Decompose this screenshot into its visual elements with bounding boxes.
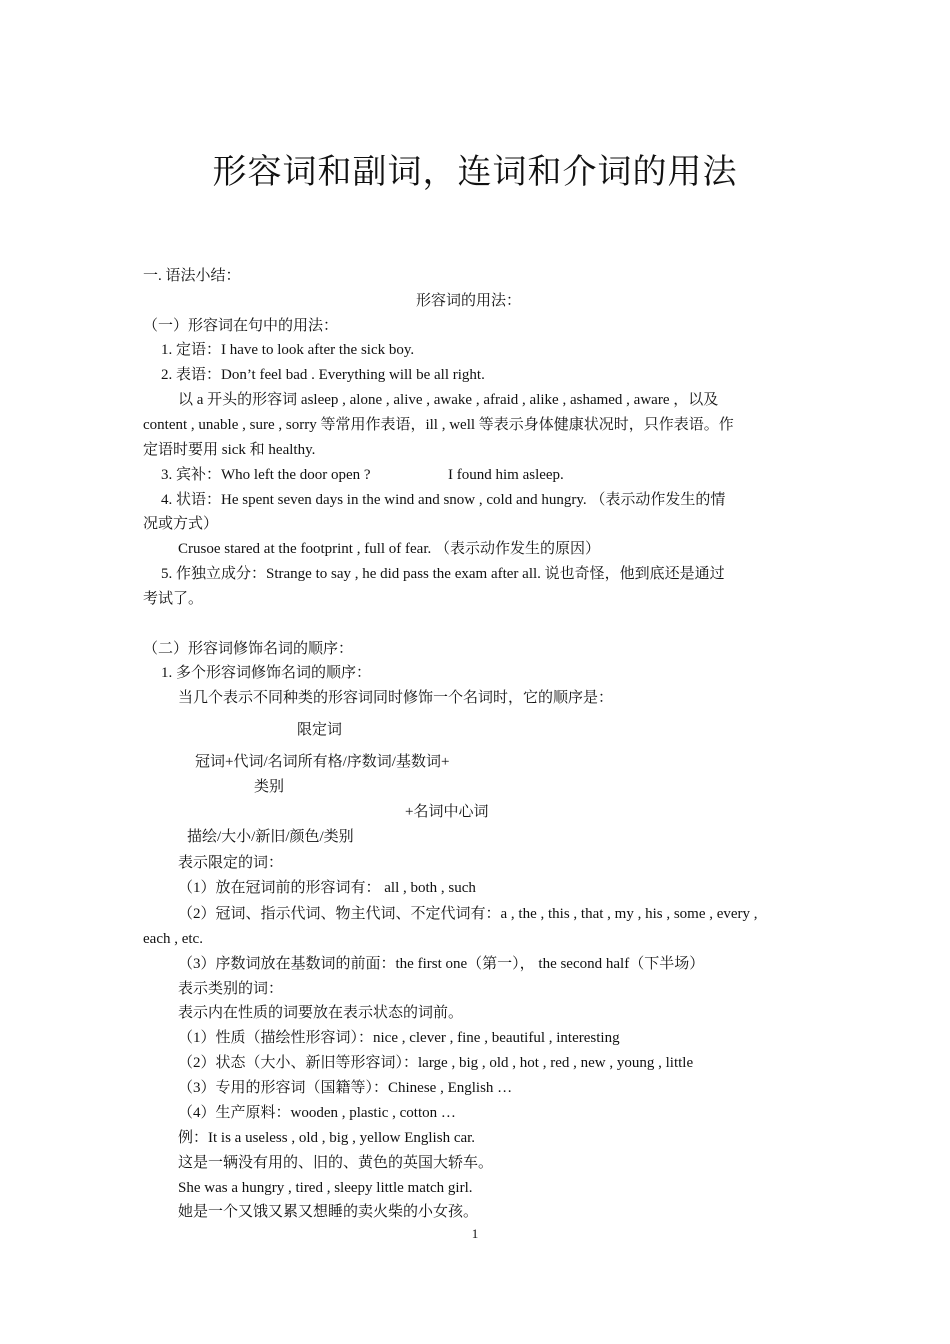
text-line: content , unable , sure , sorry 等常用作表语，ill , well 等表示身体健康状况时，只作表语。作 [143,417,734,433]
text-line: 1. 多个形容词修饰名词的顺序： [161,665,372,681]
text-line: （2）状态（大小、新旧等形容词）：large , big , old , hot , red , new , young , little [178,1055,694,1071]
subsection-heading: （二）形容词修饰名词的顺序： [143,641,354,657]
order-diagram-label: 冠词+代词/名词所有格/序数词/基数词+ [195,754,450,770]
text-line: 况或方式） [143,516,219,532]
text-line: 5. 作独立成分：Strange to say , he did pass the exam after all. 说也奇怪，他到底还是通过 [161,566,725,582]
text-line: 3. 宾补：Who left the door open ? [161,467,371,483]
example-line: 例：It is a useless , old , big , yellow English car. [178,1130,476,1146]
text-line: 定语时要用 sick 和 healthy. [143,442,316,458]
text-line: 4. 状语：He spent seven days in the wind and snow , cold and hungry. （表示动作发生的情 [161,492,726,508]
text-line: 表示内在性质的词要放在表示状态的词前。 [178,1005,464,1021]
text-line: （3）专用的形容词（国籍等）：Chinese , English … [178,1080,513,1096]
text-line: （2）冠词、指示代词、物主代词、不定代词有：a , the , this , that , my , his , some , every , [178,906,758,922]
example-line: 这是一辆没有用的、旧的、黄色的英国大轿车。 [178,1155,494,1171]
text-line: （3）序数词放在基数词的前面：the first one（第一）， the second half（下半场） [178,956,705,972]
text-line: 2. 表语：Don’t feel bad . Everything will be all right. [161,367,485,383]
text-line: 以 a 开头的形容词 asleep , alone , alive , awake , afraid , alike , ashamed , aware ，以及 [178,392,719,408]
order-diagram-label: 类别 [254,779,285,795]
text-line: （1）放在冠词前的形容词有： all , both , such [178,880,476,896]
section-heading: 一. 语法小结： [143,268,241,284]
text-line: （1）性质（描绘性形容词）：nice , clever , fine , beautiful , interesting [178,1030,620,1046]
text-line: 考试了。 [143,591,204,607]
page-title: 形容词和副词，连词和介词的用法 [212,152,738,192]
text-line: 表示限定的词： [178,855,284,871]
page-number: 1 [471,1226,479,1241]
subsection-heading: （一）形容词在句中的用法： [143,318,339,334]
text-line: each , etc. [143,931,203,947]
text-line: 1. 定语：I have to look after the sick boy. [161,342,415,358]
text-line: Crusoe stared at the footprint , full of fear. （表示动作发生的原因） [178,541,601,557]
order-diagram-label: 限定词 [297,722,343,738]
order-diagram-label: 描绘/大小/新旧/颜色/类别 [187,829,354,845]
example-line: She was a hungry , tired , sleepy little match girl. [178,1180,473,1196]
text-line: （4）生产原料：wooden , plastic , cotton … [178,1105,456,1121]
text-line: I found him asleep. [448,467,564,483]
text-line: 当几个表示不同种类的形容词同时修饰一个名词时，它的顺序是： [178,690,614,706]
example-line: 她是一个又饿又累又想睡的卖火柴的小女孩。 [178,1204,479,1220]
text-line: 表示类别的词： [178,981,284,997]
subsection-heading: 形容词的用法： [416,293,522,309]
order-diagram-label: +名词中心词 [405,804,489,820]
